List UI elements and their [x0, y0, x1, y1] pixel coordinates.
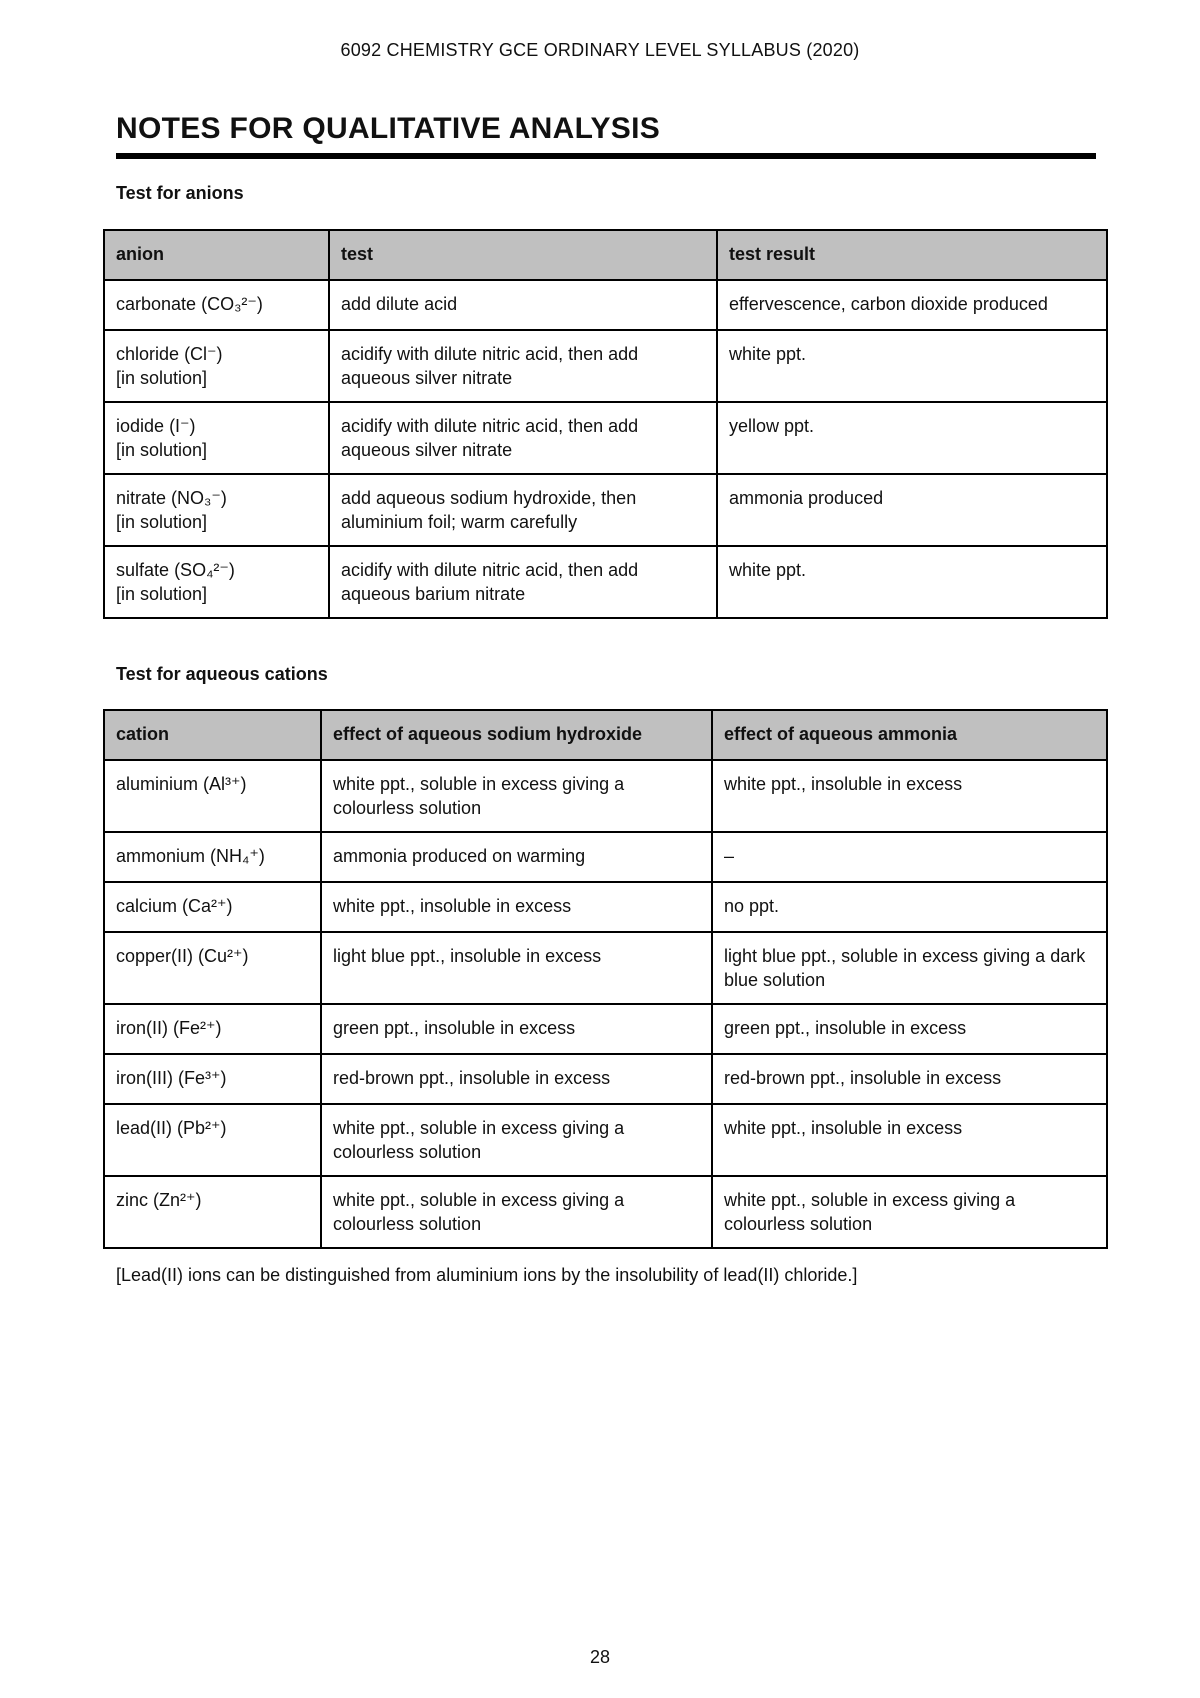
anion-note: [in solution]	[116, 368, 208, 388]
anion-note: [in solution]	[116, 440, 208, 460]
cation-formula: (Fe²⁺)	[173, 1018, 222, 1038]
cation-section-heading: Test for aqueous cations	[116, 664, 328, 684]
test-cell: acidify with dilute nitric acid, then add aqueous silver nitrate	[329, 330, 717, 402]
naoh-effect-cell: white ppt., insoluble in excess	[321, 882, 712, 932]
ammonia-effect-cell: –	[712, 832, 1107, 882]
ammonia-effect-cell: no ppt.	[712, 882, 1107, 932]
cation-cell	[104, 882, 321, 932]
result-cell: white ppt.	[717, 330, 1107, 402]
anion-formula: (Cl⁻)	[184, 344, 223, 364]
cation-name: ammonium	[116, 846, 206, 866]
test-cell: acidify with dilute nitric acid, then add aqueous silver nitrate	[329, 402, 717, 474]
cation-cell	[104, 1176, 321, 1248]
cation-cell	[104, 1104, 321, 1176]
ammonia-effect-cell: white ppt., insoluble in excess	[712, 1104, 1107, 1176]
naoh-effect-cell: red-brown ppt., insoluble in excess	[321, 1054, 712, 1104]
ammonia-effect-cell: white ppt., soluble in excess giving a colourless solution	[712, 1176, 1107, 1248]
table-row	[104, 760, 1107, 832]
anion-formula: (NO₃⁻)	[171, 488, 227, 508]
column-header-ammonia: effect of aqueous ammonia	[712, 710, 1107, 760]
cation-cell	[104, 1054, 321, 1104]
page-number: 28	[589, 1647, 611, 1667]
cation-cell	[104, 832, 321, 882]
table-row	[104, 1004, 1107, 1054]
table-row	[104, 1104, 1107, 1176]
title-rule	[116, 153, 1096, 159]
page-title: NOTES FOR QUALITATIVE ANALYSIS	[116, 112, 661, 145]
anion-note: [in solution]	[116, 584, 208, 604]
table-header-row	[104, 710, 1107, 760]
footnote: [Lead(II) ions can be distinguished from aluminium ions by the insolubility of lead(II) chloride.]	[116, 1265, 858, 1285]
anion-formula: (SO₄²⁻)	[174, 560, 235, 580]
anion-name: carbonate	[116, 294, 197, 314]
cation-formula: (Fe³⁺)	[178, 1068, 227, 1088]
anion-note: [in solution]	[116, 512, 208, 532]
cation-test-table	[103, 709, 1108, 1249]
anion-name: iodide	[116, 416, 165, 436]
cation-name: iron(II)	[116, 1018, 169, 1038]
cation-cell	[104, 760, 321, 832]
naoh-effect-cell: light blue ppt., insoluble in excess	[321, 932, 712, 1004]
table-header-row	[104, 230, 1107, 280]
cation-cell	[104, 1004, 321, 1054]
table-row	[104, 330, 1107, 402]
result-cell: ammonia produced	[717, 474, 1107, 546]
naoh-effect-cell: green ppt., insoluble in excess	[321, 1004, 712, 1054]
test-cell: add aqueous sodium hydroxide, then aluminium foil; warm carefully	[329, 474, 717, 546]
naoh-effect-cell: white ppt., soluble in excess giving a colourless solution	[321, 1176, 712, 1248]
cation-name: iron(III)	[116, 1068, 174, 1088]
cation-formula: (Al³⁺)	[203, 774, 247, 794]
cation-formula: (Ca²⁺)	[182, 896, 233, 916]
table-row	[104, 402, 1107, 474]
anion-formula: (I⁻)	[169, 416, 196, 436]
anion-formula: (CO₃²⁻)	[201, 294, 263, 314]
table-row	[104, 474, 1107, 546]
cation-cell	[104, 932, 321, 1004]
anion-cell	[104, 546, 329, 618]
table-row	[104, 280, 1107, 330]
table-row	[104, 832, 1107, 882]
anion-name: chloride	[116, 344, 180, 364]
ammonia-effect-cell: white ppt., insoluble in excess	[712, 760, 1107, 832]
cation-name: copper(II)	[116, 946, 194, 966]
cation-name: zinc	[116, 1190, 149, 1210]
column-header-test-result: test result	[717, 230, 1107, 280]
anion-section-heading: Test for anions	[116, 183, 244, 203]
table-row	[104, 1054, 1107, 1104]
table-row	[104, 546, 1107, 618]
test-cell: add dilute acid	[329, 280, 717, 330]
column-header-sodium-hydroxide: effect of aqueous sodium hydroxide	[321, 710, 712, 760]
naoh-effect-cell: white ppt., soluble in excess giving a colourless solution	[321, 760, 712, 832]
anion-cell	[104, 280, 329, 330]
table-row	[104, 932, 1107, 1004]
anion-cell	[104, 474, 329, 546]
cation-name: calcium	[116, 896, 178, 916]
column-header-cation: cation	[104, 710, 321, 760]
column-header-test: test	[329, 230, 717, 280]
table-row	[104, 882, 1107, 932]
anion-test-table	[103, 229, 1108, 619]
result-cell: white ppt.	[717, 546, 1107, 618]
anion-name: nitrate	[116, 488, 167, 508]
cation-formula: (Pb²⁺)	[177, 1118, 227, 1138]
cation-formula: (NH₄⁺)	[210, 846, 265, 866]
table-row	[104, 1176, 1107, 1248]
running-header: 6092 CHEMISTRY GCE ORDINARY LEVEL SYLLABUS (2020)	[340, 40, 860, 60]
cation-formula: (Zn²⁺)	[153, 1190, 202, 1210]
column-header-anion: anion	[104, 230, 329, 280]
test-cell: acidify with dilute nitric acid, then add aqueous barium nitrate	[329, 546, 717, 618]
cation-name: aluminium	[116, 774, 199, 794]
cation-formula: (Cu²⁺)	[198, 946, 249, 966]
naoh-effect-cell: white ppt., soluble in excess giving a colourless solution	[321, 1104, 712, 1176]
result-cell: yellow ppt.	[717, 402, 1107, 474]
cation-name: lead(II)	[116, 1118, 173, 1138]
result-cell: effervescence, carbon dioxide produced	[717, 280, 1107, 330]
naoh-effect-cell: ammonia produced on warming	[321, 832, 712, 882]
ammonia-effect-cell: light blue ppt., soluble in excess giving a dark blue solution	[712, 932, 1107, 1004]
ammonia-effect-cell: green ppt., insoluble in excess	[712, 1004, 1107, 1054]
ammonia-effect-cell: red-brown ppt., insoluble in excess	[712, 1054, 1107, 1104]
anion-cell	[104, 402, 329, 474]
anion-cell	[104, 330, 329, 402]
anion-name: sulfate	[116, 560, 170, 580]
